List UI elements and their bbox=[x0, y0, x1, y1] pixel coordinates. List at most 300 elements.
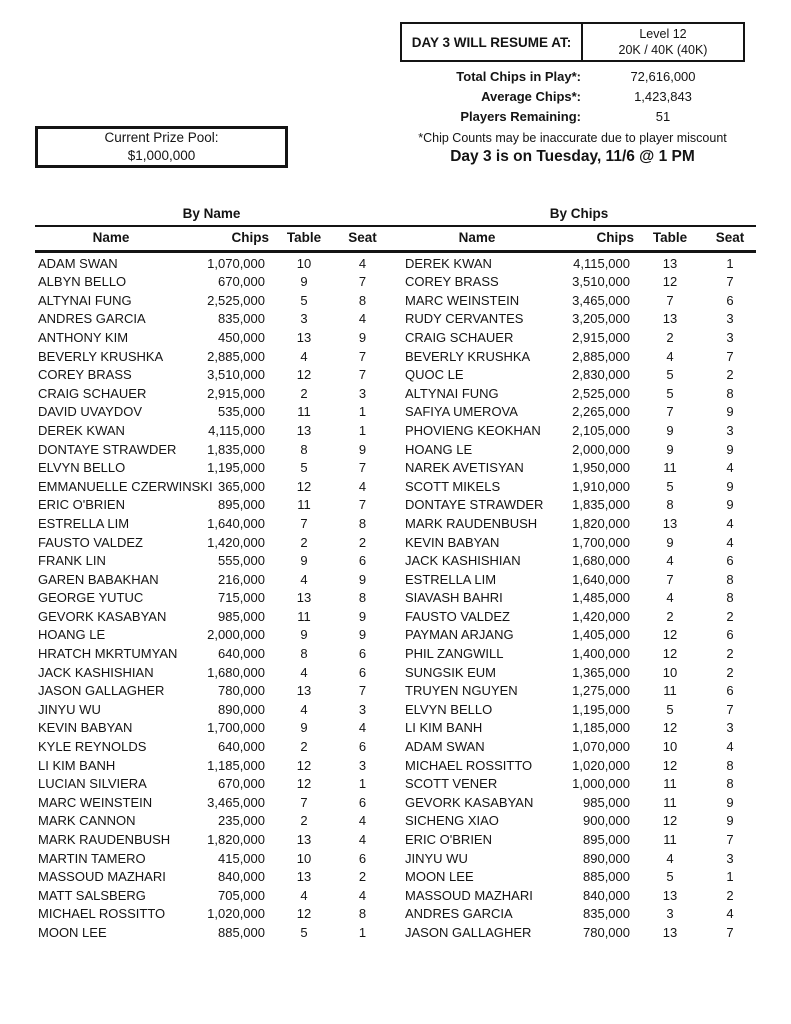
player-name-cell: JASON GALLAGHER bbox=[38, 683, 165, 699]
chip-count-cell: 895,000 bbox=[583, 832, 630, 847]
table-number-cell: 12 bbox=[662, 627, 678, 643]
column-gap bbox=[388, 608, 402, 627]
player-name-cell: LI KIM BANH bbox=[405, 720, 483, 736]
column-gap bbox=[388, 496, 402, 515]
table-number-cell: 9 bbox=[666, 422, 674, 438]
seat-number-cell: 4 bbox=[726, 515, 734, 531]
table-number-cell: 12 bbox=[662, 720, 678, 736]
table-number-cell: 11 bbox=[297, 497, 311, 513]
player-name-cell: MARK CANNON bbox=[38, 813, 136, 829]
seat-number-cell: 8 bbox=[358, 906, 367, 922]
seat-number-cell: 8 bbox=[726, 590, 734, 606]
player-name-cell: DEREK KWAN bbox=[405, 255, 492, 271]
player-name-cell: ADAM SWAN bbox=[38, 255, 118, 271]
table-number-cell: 2 bbox=[300, 813, 308, 829]
chip-count-cell: 780,000 bbox=[583, 924, 630, 940]
player-name-cell: CRAIG SCHAUER bbox=[38, 385, 147, 401]
player-name-cell: KEVIN BABYAN bbox=[405, 534, 500, 550]
column-gap bbox=[388, 924, 402, 943]
player-name-cell: MASSOUD MAZHARI bbox=[38, 869, 166, 885]
column-gap bbox=[388, 905, 402, 924]
table-number-cell: 2 bbox=[666, 329, 674, 345]
table-number-cell: 10 bbox=[662, 664, 678, 680]
chip-count-cell: 2,915,000 bbox=[207, 385, 265, 401]
column-gap bbox=[388, 459, 402, 478]
seat-number-cell: 7 bbox=[726, 701, 734, 717]
chip-count-cell: 705,000 bbox=[218, 887, 265, 903]
player-name-cell: BEVERLY KRUSHKA bbox=[38, 348, 164, 364]
chip-count-cell: 640,000 bbox=[218, 646, 265, 662]
table-number-cell: 9 bbox=[300, 627, 308, 643]
seat-number-cell: 9 bbox=[726, 478, 734, 494]
table-number-cell: 13 bbox=[296, 869, 312, 885]
day3-schedule: Day 3 is on Tuesday, 11/6 @ 1 PM bbox=[450, 148, 695, 165]
seat-number-cell: 3 bbox=[358, 757, 367, 773]
table-number-cell: 4 bbox=[666, 348, 674, 364]
table-number-cell: 3 bbox=[300, 311, 308, 327]
table-number-cell: 11 bbox=[663, 776, 677, 792]
column-gap bbox=[388, 831, 402, 850]
player-name-cell: MICHAEL ROSSITTO bbox=[38, 906, 166, 922]
table-number-cell: 13 bbox=[296, 422, 312, 438]
chip-count-cell: 1,680,000 bbox=[572, 553, 630, 569]
by-chips-title: By Chips bbox=[549, 206, 609, 221]
table-number-cell: 4 bbox=[666, 850, 674, 866]
table-number-cell: 7 bbox=[300, 794, 308, 810]
player-name-cell: MATT SALSBERG bbox=[38, 887, 146, 903]
chip-count-cell: 1,365,000 bbox=[572, 664, 630, 680]
seat-number-cell: 8 bbox=[358, 590, 367, 606]
player-name-cell: MOON LEE bbox=[405, 869, 474, 885]
table-number-cell: 13 bbox=[662, 311, 678, 327]
table-number-cell: 4 bbox=[666, 553, 674, 569]
chip-count-cell: 1,020,000 bbox=[572, 757, 630, 773]
column-gap bbox=[388, 255, 402, 274]
seat-number-cell: 6 bbox=[726, 553, 734, 569]
chip-count-cell: 780,000 bbox=[218, 683, 265, 699]
stat-label: Total Chips in Play*: bbox=[456, 68, 581, 84]
seat-number-cell: 7 bbox=[726, 274, 734, 290]
column-gap bbox=[388, 719, 402, 738]
blinds-text: 20K / 40K (40K) bbox=[618, 43, 708, 57]
prize-pool-amount: $1,000,000 bbox=[127, 148, 196, 163]
seat-number-cell: 8 bbox=[726, 385, 734, 401]
seat-number-cell: 2 bbox=[358, 534, 367, 550]
col-header-table: Table bbox=[652, 230, 688, 245]
column-gap bbox=[388, 887, 402, 906]
seat-number-cell: 6 bbox=[358, 794, 367, 810]
seat-number-cell: 3 bbox=[358, 701, 367, 717]
seat-number-cell: 9 bbox=[358, 627, 367, 643]
table-number-cell: 11 bbox=[663, 832, 677, 847]
thick-rule bbox=[35, 250, 756, 253]
seat-number-cell: 8 bbox=[358, 292, 367, 308]
player-name-cell: KYLE REYNOLDS bbox=[38, 739, 147, 755]
seat-number-cell: 4 bbox=[358, 311, 367, 327]
stat-players-remaining bbox=[400, 106, 745, 126]
stat-average-chips bbox=[400, 86, 745, 106]
player-name-cell: ALBYN BELLO bbox=[38, 274, 127, 290]
player-name-cell: DONTAYE STRAWDER bbox=[38, 441, 177, 457]
player-name-cell: ADAM SWAN bbox=[405, 739, 485, 755]
table-number-cell: 4 bbox=[300, 571, 308, 587]
column-gap bbox=[388, 273, 402, 292]
seat-number-cell: 3 bbox=[726, 422, 734, 438]
seat-number-cell: 6 bbox=[358, 553, 367, 569]
chip-count-cell: 1,000,000 bbox=[572, 776, 630, 792]
seat-number-cell: 7 bbox=[726, 924, 734, 940]
column-gap bbox=[388, 348, 402, 367]
double-rule bbox=[35, 225, 756, 227]
chip-count-cell: 1,820,000 bbox=[572, 515, 630, 531]
player-name-cell: ERIC O'BRIEN bbox=[38, 497, 125, 513]
seat-number-cell: 9 bbox=[726, 497, 734, 513]
column-gap bbox=[388, 403, 402, 422]
seat-number-cell: 3 bbox=[726, 850, 734, 866]
column-gap bbox=[388, 329, 402, 348]
table-number-cell: 4 bbox=[300, 348, 308, 364]
player-name-cell: MARC WEINSTEIN bbox=[38, 794, 153, 810]
seat-number-cell: 4 bbox=[358, 720, 367, 736]
chip-count-cell: 1,400,000 bbox=[572, 646, 630, 662]
seat-number-cell: 2 bbox=[726, 887, 734, 903]
chip-count-cell: 885,000 bbox=[218, 924, 265, 940]
chip-count-cell: 1,835,000 bbox=[572, 497, 630, 513]
table-number-cell: 13 bbox=[296, 683, 312, 699]
player-name-cell: COREY BRASS bbox=[405, 274, 499, 290]
seat-number-cell: 4 bbox=[358, 813, 367, 829]
seat-number-cell: 8 bbox=[358, 515, 367, 531]
column-gap bbox=[388, 794, 402, 813]
seat-number-cell: 8 bbox=[726, 776, 734, 792]
chip-count-cell: 835,000 bbox=[583, 906, 630, 922]
table-number-cell: 4 bbox=[666, 590, 674, 606]
table-number-cell: 8 bbox=[300, 441, 308, 457]
player-name-cell: MASSOUD MAZHARI bbox=[405, 887, 533, 903]
table-number-cell: 8 bbox=[666, 497, 674, 513]
table-number-cell: 11 bbox=[663, 683, 677, 699]
seat-number-cell: 8 bbox=[726, 757, 734, 773]
player-name-cell: MICHAEL ROSSITTO bbox=[405, 757, 533, 773]
seat-number-cell: 6 bbox=[358, 739, 367, 755]
seat-number-cell: 1 bbox=[358, 924, 367, 940]
table-number-cell: 12 bbox=[662, 757, 678, 773]
chip-count-cell: 4,115,000 bbox=[208, 422, 265, 438]
seat-number-cell: 6 bbox=[358, 850, 367, 866]
resume-level-cell bbox=[583, 24, 743, 60]
chip-count-cell: 1,275,000 bbox=[572, 683, 630, 699]
table-number-cell: 4 bbox=[300, 887, 308, 903]
seat-number-cell: 9 bbox=[358, 329, 367, 345]
prize-pool-box bbox=[35, 126, 288, 168]
table-number-cell: 11 bbox=[663, 794, 677, 810]
col-header-name: Name bbox=[92, 230, 130, 245]
seat-number-cell: 2 bbox=[726, 664, 734, 680]
table-number-cell: 2 bbox=[300, 739, 308, 755]
chip-count-cell: 4,115,000 bbox=[573, 255, 630, 271]
by-name-title: By Name bbox=[182, 206, 241, 221]
column-gap bbox=[388, 441, 402, 460]
col-header-chips: Chips bbox=[596, 230, 634, 245]
player-name-cell: MARTIN TAMERO bbox=[38, 850, 146, 866]
table-number-cell: 12 bbox=[662, 274, 678, 290]
seat-number-cell: 7 bbox=[358, 460, 367, 476]
chip-count-cell: 670,000 bbox=[218, 776, 265, 792]
player-name-cell: MARK RAUDENBUSH bbox=[405, 515, 538, 531]
table-number-cell: 10 bbox=[662, 739, 678, 755]
table-number-cell: 5 bbox=[666, 869, 674, 885]
seat-number-cell: 7 bbox=[726, 348, 734, 364]
table-number-cell: 10 bbox=[296, 255, 312, 271]
player-name-cell: ANDRES GARCIA bbox=[405, 906, 513, 922]
player-name-cell: HRATCH MKRTUMYAN bbox=[38, 646, 178, 662]
player-name-cell: GAREN BABAKHAN bbox=[38, 571, 159, 587]
player-name-cell: PHIL ZANGWILL bbox=[405, 646, 504, 662]
chip-count-cell: 835,000 bbox=[218, 311, 265, 327]
column-gap bbox=[388, 385, 402, 404]
player-name-cell: COREY BRASS bbox=[38, 367, 132, 383]
player-name-cell: SCOTT VENER bbox=[405, 776, 498, 792]
column-gap bbox=[388, 868, 402, 887]
chip-count-cell: 670,000 bbox=[218, 274, 265, 290]
player-name-cell: LI KIM BANH bbox=[38, 757, 116, 773]
player-name-cell: SIAVASH BAHRI bbox=[405, 590, 503, 606]
table-number-cell: 9 bbox=[666, 534, 674, 550]
player-name-cell: ANTHONY KIM bbox=[38, 329, 129, 345]
table-number-cell: 12 bbox=[296, 776, 312, 792]
table-number-cell: 13 bbox=[662, 924, 678, 940]
player-name-cell: KEVIN BABYAN bbox=[38, 720, 133, 736]
chip-count-cell: 1,485,000 bbox=[572, 590, 630, 606]
player-name-cell: QUOC LE bbox=[405, 367, 464, 383]
chip-count-cell: 555,000 bbox=[218, 553, 265, 569]
seat-number-cell: 8 bbox=[726, 571, 734, 587]
seat-number-cell: 2 bbox=[726, 608, 734, 624]
table-number-cell: 13 bbox=[662, 887, 678, 903]
table-number-cell: 12 bbox=[296, 757, 312, 773]
chip-count-cell: 2,265,000 bbox=[572, 404, 630, 420]
player-name-cell: ELVYN BELLO bbox=[38, 460, 126, 476]
chip-count-cell: 1,640,000 bbox=[572, 571, 630, 587]
seat-number-cell: 4 bbox=[358, 478, 367, 494]
player-name-cell: ERIC O'BRIEN bbox=[405, 832, 492, 847]
seat-number-cell: 7 bbox=[358, 348, 367, 364]
chip-count-cell: 1,420,000 bbox=[572, 608, 630, 624]
seat-number-cell: 4 bbox=[358, 832, 367, 847]
table-number-cell: 12 bbox=[296, 478, 312, 494]
chip-count-cell: 2,525,000 bbox=[207, 292, 265, 308]
chip-count-cell: 1,070,000 bbox=[207, 255, 265, 271]
seat-number-cell: 9 bbox=[726, 441, 734, 457]
table-number-cell: 12 bbox=[296, 906, 312, 922]
resume-box bbox=[400, 22, 745, 62]
chip-count-cell: 2,830,000 bbox=[572, 367, 630, 383]
player-name-cell: TRUYEN NGUYEN bbox=[405, 683, 518, 699]
seat-number-cell: 9 bbox=[726, 813, 734, 829]
stats-block bbox=[400, 66, 745, 126]
col-header-seat: Seat bbox=[715, 230, 745, 245]
chip-count-cell: 1,420,000 bbox=[207, 534, 265, 550]
player-name-cell: JINYU WU bbox=[405, 850, 468, 866]
player-name-cell: PHOVIENG KEOKHAN bbox=[405, 422, 541, 438]
column-gap bbox=[388, 664, 402, 683]
chip-count-cell: 2,105,000 bbox=[572, 422, 630, 438]
player-name-cell: FRANK LIN bbox=[38, 553, 106, 569]
seat-number-cell: 1 bbox=[358, 776, 367, 792]
seat-number-cell: 3 bbox=[726, 329, 734, 345]
resume-label: DAY 3 WILL RESUME AT: bbox=[402, 24, 583, 60]
seat-number-cell: 4 bbox=[358, 887, 367, 903]
player-name-cell: CRAIG SCHAUER bbox=[405, 329, 514, 345]
col-header-seat: Seat bbox=[348, 230, 377, 245]
table-number-cell: 2 bbox=[300, 534, 308, 550]
player-name-cell: SAFIYA UMEROVA bbox=[405, 404, 518, 420]
chip-count-cell: 1,680,000 bbox=[207, 664, 265, 680]
chip-count-cell: 715,000 bbox=[218, 590, 265, 606]
table-number-cell: 11 bbox=[297, 608, 311, 624]
seat-number-cell: 3 bbox=[726, 311, 734, 327]
column-gap bbox=[388, 757, 402, 776]
chip-count-cell: 895,000 bbox=[218, 497, 265, 513]
table-number-cell: 7 bbox=[666, 571, 674, 587]
player-name-cell: JINYU WU bbox=[38, 701, 101, 717]
table-number-cell: 7 bbox=[666, 292, 674, 308]
col-header-table: Table bbox=[286, 230, 322, 245]
seat-number-cell: 1 bbox=[358, 404, 367, 420]
chip-count-cell: 1,020,000 bbox=[207, 906, 265, 922]
chip-count-cell: 2,885,000 bbox=[572, 348, 630, 364]
chip-count-cell: 1,070,000 bbox=[572, 739, 630, 755]
player-name-cell: MARK RAUDENBUSH bbox=[38, 832, 171, 847]
chip-count-cell: 890,000 bbox=[583, 850, 630, 866]
seat-number-cell: 4 bbox=[726, 739, 734, 755]
seat-number-cell: 9 bbox=[726, 794, 734, 810]
chip-count-cell: 450,000 bbox=[218, 329, 265, 345]
table-number-cell: 5 bbox=[300, 924, 308, 940]
seat-number-cell: 7 bbox=[358, 367, 367, 383]
table-number-cell: 12 bbox=[662, 813, 678, 829]
chip-count-cell: 365,000 bbox=[218, 478, 265, 494]
chip-count-cell: 1,700,000 bbox=[572, 534, 630, 550]
chip-count-cell: 235,000 bbox=[218, 813, 265, 829]
chip-count-cell: 535,000 bbox=[218, 404, 265, 420]
seat-number-cell: 6 bbox=[726, 627, 734, 643]
player-name-cell: DONTAYE STRAWDER bbox=[405, 497, 544, 513]
col-header-chips: Chips bbox=[231, 230, 269, 245]
table-number-cell: 13 bbox=[296, 832, 312, 847]
stat-value: 51 bbox=[655, 108, 671, 124]
column-gap bbox=[388, 478, 402, 497]
player-name-cell: NAREK AVETISYAN bbox=[405, 460, 524, 476]
table-number-cell: 9 bbox=[666, 441, 674, 457]
chip-count-cell: 1,835,000 bbox=[207, 441, 265, 457]
stat-total-chips bbox=[400, 66, 745, 86]
chip-count-cell: 1,185,000 bbox=[207, 757, 265, 773]
table-number-cell: 11 bbox=[663, 460, 677, 476]
table-number-cell: 5 bbox=[666, 478, 674, 494]
seat-number-cell: 1 bbox=[726, 255, 734, 271]
table-number-cell: 3 bbox=[666, 906, 674, 922]
prize-pool-label: Current Prize Pool: bbox=[104, 130, 219, 145]
player-name-cell: GEVORK KASABYAN bbox=[405, 794, 534, 810]
table-number-cell: 5 bbox=[666, 367, 674, 383]
stat-value: 72,616,000 bbox=[630, 68, 696, 84]
chip-count-cell: 216,000 bbox=[218, 571, 265, 587]
player-name-cell: SUNGSIK EUM bbox=[405, 664, 497, 680]
chip-count-cell: 985,000 bbox=[583, 794, 630, 810]
column-gap bbox=[388, 701, 402, 720]
chip-count-cell: 415,000 bbox=[218, 850, 265, 866]
chip-count-cell: 2,885,000 bbox=[207, 348, 265, 364]
seat-number-cell: 4 bbox=[358, 255, 367, 271]
player-name-cell: GEVORK KASABYAN bbox=[38, 608, 167, 624]
table-number-cell: 12 bbox=[296, 367, 312, 383]
seat-number-cell: 7 bbox=[726, 832, 734, 847]
stat-value: 1,423,843 bbox=[634, 88, 692, 104]
player-name-cell: MARC WEINSTEIN bbox=[405, 292, 520, 308]
chip-count-cell: 1,820,000 bbox=[207, 832, 265, 847]
chip-count-cell: 2,525,000 bbox=[572, 385, 630, 401]
chip-count-cell: 640,000 bbox=[218, 739, 265, 755]
stat-label: Players Remaining: bbox=[460, 108, 581, 124]
column-gap bbox=[388, 812, 402, 831]
player-name-cell: LUCIAN SILVIERA bbox=[38, 776, 147, 792]
chip-count-cell: 1,405,000 bbox=[572, 627, 630, 643]
table-number-cell: 2 bbox=[666, 608, 674, 624]
player-name-cell: ALTYNAI FUNG bbox=[405, 385, 499, 401]
seat-number-cell: 4 bbox=[726, 534, 734, 550]
column-gap bbox=[388, 645, 402, 664]
column-gap bbox=[388, 850, 402, 869]
chip-count-cell: 3,510,000 bbox=[572, 274, 630, 290]
table-number-cell: 13 bbox=[662, 515, 678, 531]
column-gap bbox=[388, 589, 402, 608]
stat-label: Average Chips*: bbox=[481, 88, 581, 104]
chip-count-cell: 3,205,000 bbox=[572, 311, 630, 327]
table-number-cell: 9 bbox=[300, 274, 308, 290]
seat-number-cell: 6 bbox=[726, 292, 734, 308]
seat-number-cell: 9 bbox=[726, 404, 734, 420]
player-name-cell: ELVYN BELLO bbox=[405, 701, 493, 717]
chip-count-cell: 2,000,000 bbox=[207, 627, 265, 643]
seat-number-cell: 1 bbox=[358, 422, 367, 438]
chip-count-cell: 840,000 bbox=[583, 887, 630, 903]
table-number-cell: 13 bbox=[296, 329, 312, 345]
table-number-cell: 7 bbox=[300, 515, 308, 531]
table-number-cell: 11 bbox=[297, 404, 311, 420]
col-header-name: Name bbox=[458, 230, 496, 245]
column-gap bbox=[388, 682, 402, 701]
table-number-cell: 13 bbox=[662, 255, 678, 271]
player-name-cell: BEVERLY KRUSHKA bbox=[405, 348, 531, 364]
seat-number-cell: 6 bbox=[726, 683, 734, 699]
seat-number-cell: 6 bbox=[358, 664, 367, 680]
table-number-cell: 9 bbox=[300, 720, 308, 736]
player-name-cell: ESTRELLA LIM bbox=[38, 515, 130, 531]
player-name-cell: PAYMAN ARJANG bbox=[405, 627, 514, 643]
column-gap bbox=[388, 534, 402, 553]
chip-count-cell: 3,465,000 bbox=[572, 292, 630, 308]
table-number-cell: 5 bbox=[300, 292, 308, 308]
miscount-note: *Chip Counts may be inaccurate due to player miscount bbox=[418, 131, 727, 145]
column-gap bbox=[388, 738, 402, 757]
seat-number-cell: 2 bbox=[726, 367, 734, 383]
seat-number-cell: 4 bbox=[726, 906, 734, 922]
chip-count-cell: 1,185,000 bbox=[572, 720, 630, 736]
player-name-cell: ESTRELLA LIM bbox=[405, 571, 497, 587]
player-name-cell: SICHENG XIAO bbox=[405, 813, 499, 829]
seat-number-cell: 9 bbox=[358, 608, 367, 624]
